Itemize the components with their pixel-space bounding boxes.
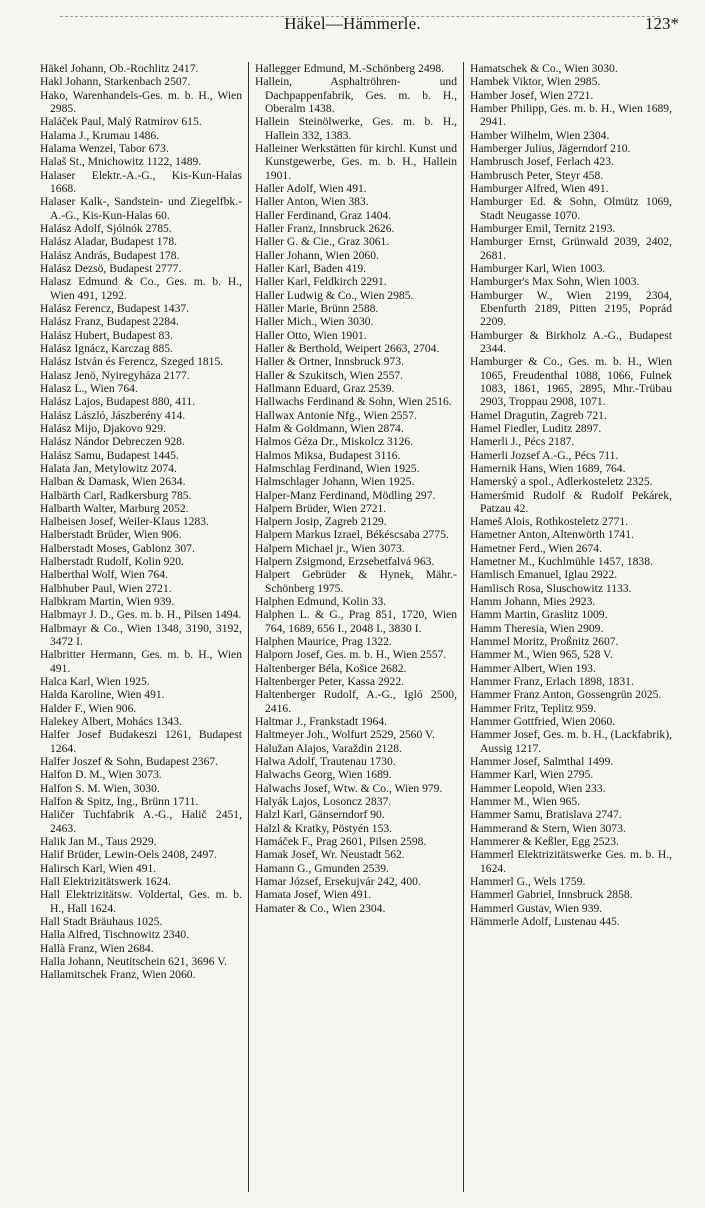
directory-entry: Hammer M., Wien 965. xyxy=(470,795,581,809)
directory-entry: Halasz L., Wien 764. xyxy=(40,381,138,395)
directory-entry: Hammel Moritz, Proßnitz 2607. xyxy=(470,635,619,649)
directory-entry: Haličer Tuchfabrik A.-G., Halič 2451, 2463. xyxy=(40,808,242,835)
directory-entry: Halama Wenzel, Tabor 673. xyxy=(40,141,169,155)
directory-entry: Halleiner Werkstätten für kirchl. Kunst und Kunstgewerbe, Ges. m. b. H., Hallein 1901. xyxy=(255,141,457,182)
directory-entry: Halda Karoline, Wien 491. xyxy=(40,688,165,702)
directory-entry: Hammer Albert, Wien 193. xyxy=(470,661,596,675)
directory-entry: Halban & Damask, Wien 2634. xyxy=(40,475,186,489)
directory-entry: Haller & Berthold, Weipert 2663, 2704. xyxy=(255,341,440,355)
directory-entry: Hametner Anton, Altenwörth 1741. xyxy=(470,528,634,542)
directory-entry: Haltmar J., Frankstadt 1964. xyxy=(255,715,388,729)
directory-entry: Haller & Ortner, Innsbruck 973. xyxy=(255,355,404,369)
directory-entry: Halász Aladar, Budapest 178. xyxy=(40,235,178,249)
directory-entry: Hametner M., Kuchlmühle 1457, 1838. xyxy=(470,555,653,569)
directory-entry: Halphen L. & G., Prag 851, 1720, Wien 764, 1689, 656 I., 2048 I., 3830 I. xyxy=(255,608,457,635)
directory-entry: Halász András, Budapest 178. xyxy=(40,248,180,262)
directory-entry: Hambek Viktor, Wien 2985. xyxy=(470,75,601,89)
directory-entry: Halmschlag Ferdinand, Wien 1925. xyxy=(255,461,420,475)
directory-entry: Haltmeyer Joh., Wolfurt 2529, 2560 V. xyxy=(255,728,435,742)
directory-entry: Hamburger & Co., Ges. m. b. H., Wien 1065, Freudenthal 1088, 1066, Fulnek 1083, 1861, 1965, 2895, Mhr.-Trübau 2903, Troppau 2908, 1071. xyxy=(470,355,672,409)
directory-entry: Hämmerle Adolf, Lustenau 445. xyxy=(470,915,620,928)
directory-entry: Hamatschek & Co., Wien 3030. xyxy=(470,62,618,75)
directory-entry: Halbarth Walter, Marburg 2052. xyxy=(40,501,189,515)
directory-entry: Halužan Alajos, Varaždin 2128. xyxy=(255,741,402,755)
directory-entry: Haltenberger Peter, Kassa 2922. xyxy=(255,675,405,689)
directory-entry: Halfer Josef Budakeszi 1261, Budapest 1264. xyxy=(40,728,242,755)
directory-entry: Halmos Miksa, Budapest 3116. xyxy=(255,448,401,462)
directory-entry: Halasz Jenö, Nyiregyháza 2177. xyxy=(40,368,190,382)
directory-entry: Hamel Dragutin, Zagreb 721. xyxy=(470,408,607,422)
directory-entry: Halata Jan, Metylowitz 2074. xyxy=(40,461,177,475)
page-number: 123* xyxy=(645,14,679,33)
directory-entry: Hamburger & Birkholz A.-G., Budapest 2344. xyxy=(470,328,672,355)
directory-entry: Hamburger Ernst, Grünwald 2039, 2402, 2681. xyxy=(470,235,672,262)
directory-entry: Halzl & Kratky, Pöstyén 153. xyxy=(255,821,393,835)
directory-entry: Hamlisch Rosa, Sluschowitz 1133. xyxy=(470,581,632,595)
directory-entry: Halasz Edmund & Co., Ges. m. b. H., Wien 491, 1292. xyxy=(40,275,242,302)
directory-entry: Halbmayr & Co., Wien 1348, 3190, 3192, 3472 I. xyxy=(40,621,242,649)
directory-entry: Halász Nándor Debreczen 928. xyxy=(40,435,185,449)
directory-entry: Hammer Fritz, Teplitz 959. xyxy=(470,701,597,715)
directory-entry: Halif Brüder, Lewin-Oels 2408, 2497. xyxy=(40,848,217,862)
directory-entry: Haller Adolf, Wien 491. xyxy=(255,181,367,195)
directory-entry: Hammerl Gustav, Wien 939. xyxy=(470,901,603,915)
directory-entry: Hamber Josef, Wien 2721. xyxy=(470,88,594,102)
directory-entry: Halpern Markus Izrael, Békéscsaba 2775. xyxy=(255,528,449,542)
directory-entry: Halfon S. M. Wien, 3030. xyxy=(40,781,160,795)
directory-entry: Halphen Maurice, Prag 1322. xyxy=(255,635,392,649)
directory-entry: Halekey Albert, Mohács 1343. xyxy=(40,715,182,729)
directory-entry: Haller Johann, Wien 2060. xyxy=(255,248,379,262)
directory-entry: Hammer Samu, Bratislava 2747. xyxy=(470,808,622,822)
directory-entry: Haller Karl, Baden 419. xyxy=(255,261,367,275)
directory-entry: Halbärth Carl, Radkersburg 785. xyxy=(40,488,192,502)
column-1 xyxy=(37,62,245,1192)
directory-entry: Hammerl Gabriel, Innsbruck 2858. xyxy=(470,888,633,902)
directory-entry: Hamerský a spol., Adlerkosteletz 2325. xyxy=(470,475,653,489)
directory-entry: Halász Lajos, Budapest 880, 411. xyxy=(40,395,196,409)
directory-entry: Hamernik Hans, Wien 1689, 764. xyxy=(470,461,626,475)
directory-entry: Hammer Josef, Salmthal 1499. xyxy=(470,755,614,769)
directory-entry: Hamburger Emil, Ternitz 2193. xyxy=(470,221,616,235)
directory-entry: Haltenberger Béla, Košice 2682. xyxy=(255,661,407,675)
directory-entry: Hamáček F., Prag 2601, Pilsen 2598. xyxy=(255,835,427,849)
directory-entry: Hammer Josef, Ges. m. b. H., (Lackfabrik), Aussig 1217. xyxy=(470,728,672,755)
directory-entry: Hamburger Ed. & Sohn, Olmütz 1069, Stadt Neugasse 1070. xyxy=(470,195,672,222)
directory-entry: Hallamitschek Franz, Wien 2060. xyxy=(40,968,196,982)
directory-entry: Hammerer & Keßler, Egg 2523. xyxy=(470,835,619,849)
directory-entry: Hamerli Jozsef A.-G., Pécs 711. xyxy=(470,448,619,462)
directory-entry: Halbhuber Paul, Wien 2721. xyxy=(40,581,172,595)
column-divider xyxy=(248,62,249,1192)
directory-entry: Halmschlager Johann, Wien 1925. xyxy=(255,475,415,489)
directory-entry: Halder F., Wien 906. xyxy=(40,701,137,715)
directory-entry: Haller Anton, Wien 383. xyxy=(255,195,369,209)
directory-entry: Halpern Brüder, Wien 2721. xyxy=(255,501,387,515)
directory-entry: Hameš Alois, Rothkosteletz 2771. xyxy=(470,515,629,529)
directory-entry: Halász Ferencz, Budapest 1437. xyxy=(40,301,190,315)
directory-entry: Haltenberger Rudolf, A.-G., Igló 2500, 2416. xyxy=(255,688,457,715)
directory-entry: Hametner Ferd., Wien 2674. xyxy=(470,541,602,555)
directory-entry: Halfon & Spitz, Ing., Brünn 1711. xyxy=(40,795,199,809)
directory-entry: Hambrusch Josef, Ferlach 423. xyxy=(470,155,614,169)
directory-entry: Hallmann Eduard, Graz 2539. xyxy=(255,381,395,395)
directory-entry: Halaser Elektr.-A.-G., Kis-Kun-Halas 1668. xyxy=(40,168,242,195)
directory-entry: Hallegger Edmund, M.-Schönberg 2498. xyxy=(255,62,445,75)
directory-entry: Hakl Johann, Starkenbach 2507. xyxy=(40,75,191,89)
directory-entry: Halwachs Josef, Wtw. & Co., Wien 979. xyxy=(255,781,443,795)
directory-entry: Halwachs Georg, Wien 1689. xyxy=(255,768,392,782)
directory-entry: Hamar József, Ersekujvár 242, 400. xyxy=(255,875,421,889)
directory-entry: Hammer Gottfried, Wien 2060. xyxy=(470,715,616,729)
column-divider xyxy=(463,62,464,1192)
directory-entry: Halyák Lajos, Losoncz 2837. xyxy=(255,795,392,809)
directory-entry: Hamerśmid Rudolf & Rudolf Pekárek, Patzau 42. xyxy=(470,488,672,515)
directory-entry: Hamburger Alfred, Wien 491. xyxy=(470,181,609,195)
directory-entry: Halirsch Karl, Wien 491. xyxy=(40,861,157,875)
page-header xyxy=(0,14,705,44)
directory-entry: Hammerand & Stern, Wien 3073. xyxy=(470,821,626,835)
directory-entry: Hambrusch Peter, Steyr 458. xyxy=(470,168,604,182)
directory-entry: Halász Hubert, Budapest 83. xyxy=(40,328,173,342)
directory-entry: Hamm Johann, Mies 2923. xyxy=(470,595,596,609)
directory-entry: Halász István és Ferencz, Szeged 1815. xyxy=(40,355,224,369)
directory-columns xyxy=(37,62,677,1192)
directory-entry: Hamber Wilhelm, Wien 2304. xyxy=(470,128,610,142)
directory-entry: Halász Samu, Budapest 1445. xyxy=(40,448,179,462)
directory-entry: Halwa Adolf, Trautenau 1730. xyxy=(255,755,396,769)
directory-entry: Hammer Franz, Erlach 1898, 1831. xyxy=(470,675,634,689)
directory-entry: Halzl Karl, Gänserndorf 90. xyxy=(255,808,385,822)
directory-entry: Hammer M., Wien 965, 528 V. xyxy=(470,648,613,662)
directory-entry: Hamater & Co., Wien 2304. xyxy=(255,901,386,915)
directory-entry: Häkel Johann, Ob.-Rochlitz 2417. xyxy=(40,62,199,75)
directory-entry: Halmos Géza Dr., Miskolcz 3126. xyxy=(255,435,414,449)
directory-entry: Hamber Philipp, Ges. m. b. H., Wien 1689, 2941. xyxy=(470,101,672,129)
directory-entry: Hallwachs Ferdinand & Sohn, Wien 2516. xyxy=(255,395,452,409)
directory-entry: Halca Karl, Wien 1925. xyxy=(40,675,150,689)
directory-entry: Halberthal Wolf, Wien 764. xyxy=(40,568,168,582)
directory-entry: Halász Mijo, Djakovo 929. xyxy=(40,421,166,435)
directory-entry: Hammer Franz Anton, Gossengrün 2025. xyxy=(470,688,662,702)
directory-entry: Hamel Fiedler, Luditz 2897. xyxy=(470,421,602,435)
directory-entry: Halpern Zsigmond, Erzsebetfalvá 963. xyxy=(255,555,435,569)
page-title: Häkel—Hämmerle. xyxy=(284,14,421,33)
directory-entry: Hallein, Asphaltröhren- und Dachpappenfabrik, Ges. m. b. H., Oberalm 1438. xyxy=(255,75,457,115)
directory-entry: Hamata Josef, Wien 491. xyxy=(255,888,372,902)
directory-entry: Halász Adolf, Sjólnók 2785. xyxy=(40,221,172,235)
directory-entry: Halbkram Martin, Wien 939. xyxy=(40,595,175,609)
directory-entry: Hallà Franz, Wien 2684. xyxy=(40,941,154,955)
directory-entry: Halaser Kalk-, Sandstein- und Ziegelfbk.-A.-G., Kis-Kun-Halas 60. xyxy=(40,195,242,222)
directory-entry: Halpert Gebrüder & Hynek, Mähr.-Schönberg 1975. xyxy=(255,568,457,595)
directory-entry: Hamak Josef, Wr. Neustadt 562. xyxy=(255,848,405,862)
column-2 xyxy=(252,62,460,1192)
directory-entry: Hallwax Antonie Nfg., Wien 2557. xyxy=(255,408,417,422)
directory-entry: Hall Elektrizitätsw. Voldertal, Ges. m. b. H., Hall 1624. xyxy=(40,888,242,915)
directory-entry: Hall Elektrizitätswerk 1624. xyxy=(40,875,172,889)
directory-entry: Hammer Leopold, Wien 233. xyxy=(470,781,606,795)
column-3 xyxy=(467,62,675,1192)
directory-entry: Hamm Theresia, Wien 2909. xyxy=(470,621,604,635)
directory-entry: Hammer Karl, Wien 2795. xyxy=(470,768,594,782)
directory-entry: Hammerl Elektrizitätswerke Ges. m. b. H., 1624. xyxy=(470,848,672,875)
directory-entry: Hamm Martin, Graslitz 1009. xyxy=(470,608,608,622)
directory-entry: Hamburger Karl, Wien 1003. xyxy=(470,261,606,275)
directory-entry: Hamlisch Emanuel, Iglau 2922. xyxy=(470,568,618,582)
directory-entry: Halász Ignácz, Karczag 885. xyxy=(40,341,173,355)
directory-entry: Haláček Paul, Malý Ratmírov 615. xyxy=(40,115,202,129)
directory-entry: Halm & Goldmann, Wien 2874. xyxy=(255,421,404,435)
directory-entry: Halász László, Jászberény 414. xyxy=(40,408,186,422)
directory-entry: Halberstadt Moses, Gablonz 307. xyxy=(40,541,195,555)
directory-entry: Halik Jan M., Taus 2929. xyxy=(40,835,157,849)
directory-entry: Häller Marie, Brünn 2588. xyxy=(255,301,379,315)
directory-entry: Hammerl G., Wels 1759. xyxy=(470,875,586,889)
directory-entry: Halfon D. M., Wien 3073. xyxy=(40,768,162,782)
directory-entry: Haller Mich., Wien 3030. xyxy=(255,315,374,329)
directory-entry: Halper-Manz Ferdinand, Mödling 297. xyxy=(255,488,436,502)
directory-entry: Hamerli J., Pécs 2187. xyxy=(470,435,575,449)
directory-entry: Hako, Warenhandels-Ges. m. b. H., Wien 2985. xyxy=(40,88,242,115)
directory-entry: Halpern Josip, Zagreb 2129. xyxy=(255,515,387,529)
directory-entry: Haller Ferdinand, Graz 1404. xyxy=(255,208,392,222)
directory-entry: Haller G. & Cie., Graz 3061. xyxy=(255,235,390,249)
directory-entry: Halbritter Hermann, Ges. m. b. H., Wien 491. xyxy=(40,648,242,675)
directory-entry: Haller Karl, Feldkirch 2291. xyxy=(255,275,387,289)
directory-entry: Haller Otto, Wien 1901. xyxy=(255,328,367,342)
directory-entry: Haller & Szukitsch, Wien 2557. xyxy=(255,368,404,382)
directory-entry: Hamburger W., Wien 2199, 2304, Ebenfurth 2189, Pitten 2195, Poprád 2209. xyxy=(470,288,672,329)
directory-entry: Haller Franz, Innsbruck 2626. xyxy=(255,221,395,235)
directory-entry: Halporn Josef, Ges. m. b. H., Wien 2557. xyxy=(255,648,447,662)
directory-entry: Hall Stadt Bräuhaus 1025. xyxy=(40,915,163,928)
directory-entry: Hamberger Julius, Jägerndorf 210. xyxy=(470,141,631,155)
directory-entry: Halász Dezsö, Budapest 2777. xyxy=(40,261,182,275)
directory-entry: Hamann G., Gmunden 2539. xyxy=(255,861,389,875)
directory-entry: Halaš St., Mnichowitz 1122, 1489. xyxy=(40,155,202,169)
directory-entry: Halberstadt Brüder, Wien 906. xyxy=(40,528,182,542)
directory-entry: Halbmayr J. D., Ges. m. b. H., Pilsen 1494. xyxy=(40,608,242,622)
directory-entry: Halász Franz, Budapest 2284. xyxy=(40,315,179,329)
directory-entry: Halfer Joszef & Sohn, Budapest 2367. xyxy=(40,755,219,769)
directory-entry: Halberstadt Rudolf, Kolin 920. xyxy=(40,555,184,569)
directory-entry: Halla Johann, Neutitschein 621, 3696 V. xyxy=(40,954,227,968)
directory-entry: Hallein Steinölwerke, Ges. m. b. H., Hallein 332, 1383. xyxy=(255,115,457,142)
directory-entry: Halphen Edmund, Kolin 33. xyxy=(255,595,387,609)
directory-entry: Halama J., Krumau 1486. xyxy=(40,128,160,142)
directory-entry: Haller Ludwig & Co., Wien 2985. xyxy=(255,288,414,302)
directory-entry: Hamburger's Max Sohn, Wien 1003. xyxy=(470,275,640,289)
directory-entry: Halla Alfred, Tischnowitz 2340. xyxy=(40,928,190,942)
directory-entry: Halpern Michael jr., Wien 3073. xyxy=(255,541,405,555)
directory-entry: Halbeisen Josef, Weiler-Klaus 1283. xyxy=(40,515,209,529)
